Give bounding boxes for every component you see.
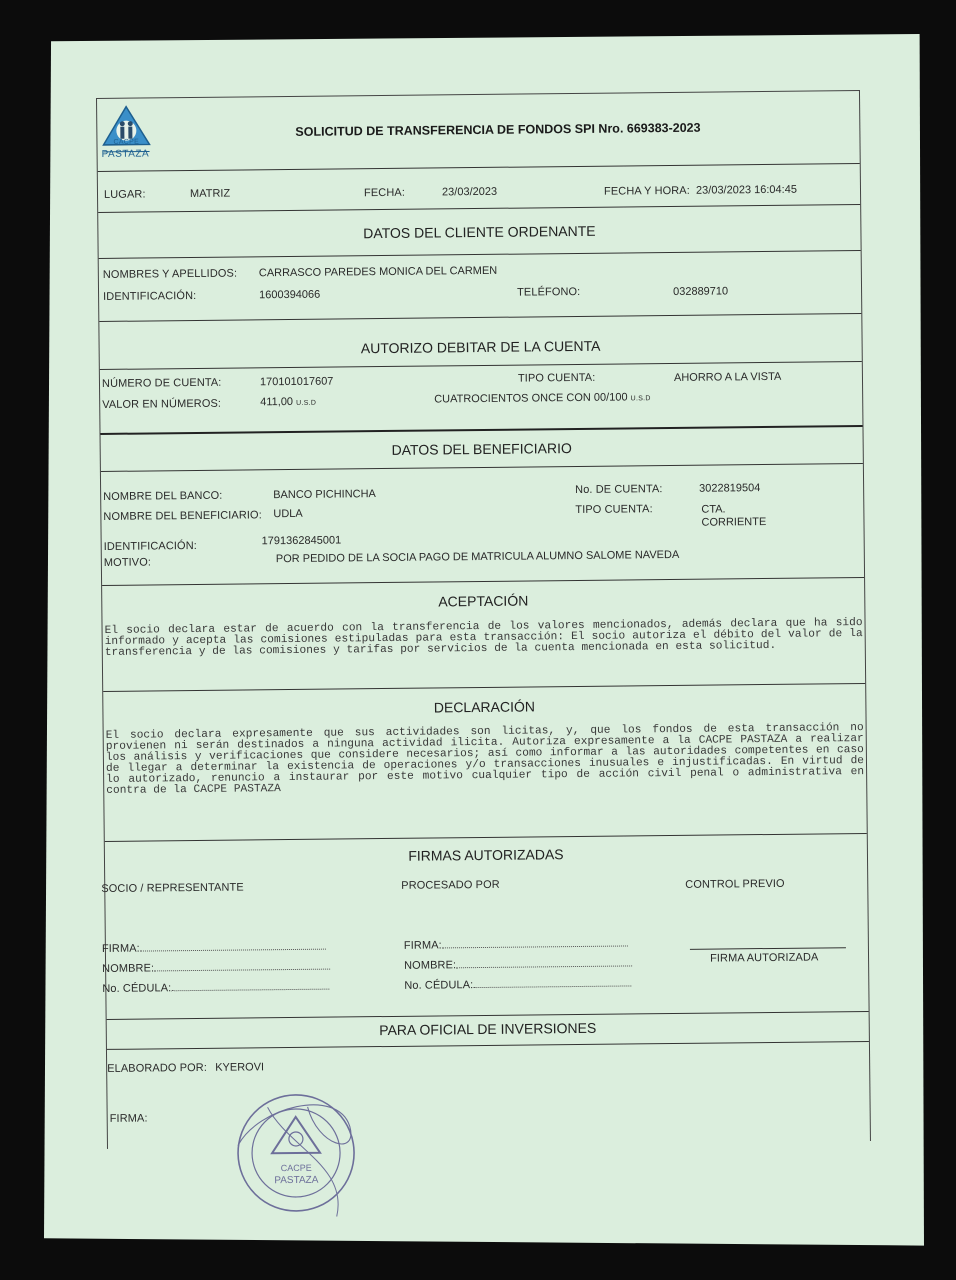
firma-col-procesado: PROCESADO POR (401, 878, 500, 892)
lugar-value: MATRIZ (189, 187, 231, 201)
motivo-label: MOTIVO: (103, 556, 152, 569)
section-firmas: FIRMAS AUTORIZADAS (408, 846, 564, 864)
fecha-hora-label: FECHA Y HORA: (603, 184, 690, 198)
nombres-label: NOMBRES Y APELLIDOS: (102, 267, 238, 281)
section-beneficiario: DATOS DEL BENEFICIARIO (391, 440, 572, 458)
tipo-cuenta-label: TIPO CUENTA: (517, 371, 596, 385)
socio-firma: FIRMA: (102, 941, 326, 955)
fecha-value: 23/03/2023 (441, 185, 498, 199)
beneficiario-nocuenta-value: 3022819504 (699, 482, 761, 495)
valor-letras-value: CUATROCIENTOS ONCE CON 00/100 U.S.D (434, 391, 651, 406)
control-firma-line (690, 947, 846, 950)
fecha-label: FECHA: (363, 186, 406, 200)
fecha-hora-value: 23/03/2023 16:04:45 (695, 183, 797, 197)
transfer-form (96, 90, 871, 1187)
nombres-value: CARRASCO PAREDES MONICA DEL CARMEN (258, 264, 498, 280)
elaborado-label: ELABORADO POR: (107, 1061, 208, 1075)
cliente-id-value: 1600394066 (259, 288, 321, 302)
beneficiario-tipo-value-1: CTA. (701, 503, 726, 516)
declaracion-text: El socio declara expresamente que sus actividades son licitas, y, que los fondos de esta transacción no provienen ni serán destinados a ninguna actividad ilicita. Autoriza expresamente a la CACPE PASTAZA a realizar los análisis y verificaciones que considere necesarios; así como informar a las autoridades competentes en caso de llegar a determinar la existencia de operaciones y/o transacciones inusuales e injustificadas. En virtud de lo autorizado, renuncio a instaurar por este motivo cualquier tipo de acción civil penal o administrativa en contra de la CACPE PASTAZA (105, 721, 865, 797)
beneficiario-id-label: IDENTIFICACIÓN: (103, 539, 197, 553)
section-declaracion: DECLARACIÓN (433, 698, 536, 716)
cacpe-stamp-icon (227, 1086, 368, 1227)
procesado-firma: FIRMA: (404, 937, 628, 951)
beneficiario-nocuenta-label: No. DE CUENTA: (575, 483, 663, 497)
tipo-cuenta-value: AHORRO A LA VISTA (673, 370, 782, 384)
section-oficial: PARA OFICIAL DE INVERSIONES (379, 1019, 597, 1039)
section-aceptacion: ACEPTACIÓN (438, 592, 529, 610)
banco-value: BANCO PICHINCHA (273, 488, 376, 502)
section-cuenta: AUTORIZO DEBITAR DE LA CUENTA (360, 337, 601, 357)
socio-cedula: No. CÉDULA: (102, 981, 329, 995)
cliente-id-label: IDENTIFICACIÓN: (103, 289, 197, 303)
oficial-firma-label: FIRMA: (109, 1112, 148, 1125)
valor-numeros-label: VALOR EN NÚMEROS: (102, 397, 222, 411)
beneficiario-nombre-label: NOMBRE DEL BENEFICIARIO: (103, 509, 262, 523)
stamp-text-2: PASTAZA (274, 1174, 319, 1187)
procesado-nombre: NOMBRE: (404, 957, 632, 971)
beneficiario-tipo-value-2: CORRIENTE (701, 516, 767, 529)
telefono-label: TELÉFONO: (516, 285, 581, 299)
beneficiario-id-value: 1791362845001 (261, 534, 342, 548)
firma-autorizada-label: FIRMA AUTORIZADA (709, 951, 819, 965)
socio-nombre: NOMBRE: (102, 961, 330, 975)
stamp-text-1: CACPE (280, 1162, 312, 1174)
firma-col-control: CONTROL PREVIO (685, 877, 785, 891)
elaborado-value: KYEROVI (215, 1061, 265, 1074)
lugar-label: LUGAR: (103, 188, 146, 201)
aceptacion-text: El socio declara estar de acuerdo con la transferencia de los valores mencionados, además declara que ha sido informado y acepta las comisiones estipuladas para esta transacción: El socio autoriza el débito del valor de la transferencia y de las comisiones y tarifas por servicios de la cuenta mencionada en esta solicitud. (104, 617, 863, 659)
firma-col-socio: SOCIO / REPRESENTANTE (101, 881, 244, 895)
numero-cuenta-value: 170101017607 (259, 375, 334, 389)
valor-numeros-value: 411,00 U.S.D (260, 395, 317, 409)
beneficiario-tipo-label: TIPO CUENTA: (575, 503, 653, 517)
form-title: SOLICITUD DE TRANSFERENCIA DE FONDOS SPI Nro. 669383-2023 (295, 120, 701, 139)
motivo-value: POR PEDIDO DE LA SOCIA PAGO DE MATRICULA ALUMNO SALOME NAVEDA (275, 548, 680, 566)
beneficiario-nombre-value: UDLA (273, 507, 303, 521)
numero-cuenta-label: NÚMERO DE CUENTA: (101, 376, 222, 390)
procesado-cedula: No. CÉDULA: (404, 977, 631, 991)
logo-small-text: CACPE (113, 138, 140, 146)
banco-label: NOMBRE DEL BANCO: (103, 489, 223, 503)
section-cliente: DATOS DEL CLIENTE ORDENANTE (363, 222, 596, 242)
logo-text: PASTAZA (101, 148, 150, 160)
telefono-value: 032889710 (673, 285, 729, 298)
